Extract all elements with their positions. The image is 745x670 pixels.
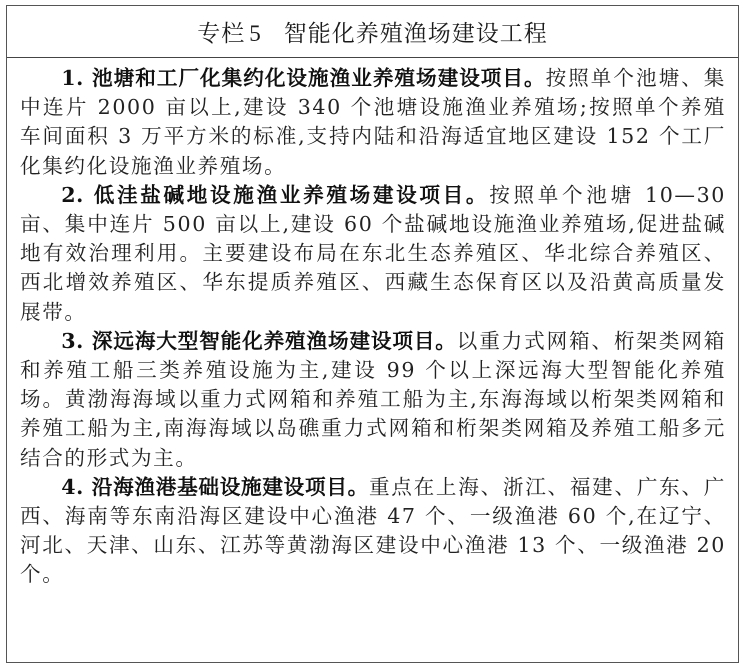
project-item-text: 重点在上海、浙江、福建、广东、广西、海南等东南沿海区建设中心渔港 47 个、一级渔港 60 个,在辽宁、河北、天津、山东、江苏等黄渤海区建设中心渔港 13 个、一级渔港 20 个。 bbox=[20, 474, 726, 587]
column-title-number: 5 bbox=[249, 21, 262, 46]
special-column-box bbox=[6, 5, 739, 663]
project-item-heading: 1. 池塘和工厂化集约化设施渔业养殖场建设项目。 bbox=[61, 66, 546, 90]
column-body bbox=[7, 58, 738, 590]
project-item-text: 以重力式网箱、桁架类网箱和养殖工船三类养殖设施为主,建设 99 个以上深远海大型智能化养殖场。黄渤海海域以重力式网箱和养殖工船为主,东海海域以桁架类网箱和养殖工船为主,南海海域以岛礁重力式网箱和桁架类网箱及养殖工船多元结合的形式为主。 bbox=[20, 328, 727, 470]
project-item-heading: 3. 深远海大型智能化养殖渔场建设项目。 bbox=[61, 328, 457, 353]
project-item-4 bbox=[20, 473, 726, 590]
project-item-3 bbox=[20, 327, 726, 473]
project-item-heading: 4. 沿海渔港基础设施建设项目。 bbox=[61, 474, 369, 499]
project-item-text: 按照单个池塘 10—30 亩、集中连片 500 亩以上,建设 60 个盐碱地设施渔业养殖场,促进盐碱地有效治理利用。主要建设布局在东北生态养殖区、华北综合养殖区、西北增效养殖区、华东提质养殖区、西藏生态保育区以及沿黄高质量发展带。 bbox=[20, 182, 727, 324]
column-title-text: 智能化养殖渔场建设工程 bbox=[283, 21, 548, 47]
project-item-1 bbox=[20, 64, 726, 181]
column-title bbox=[197, 15, 548, 48]
column-title-prefix: 专栏 bbox=[197, 21, 246, 47]
project-item-2 bbox=[20, 181, 726, 327]
column-header bbox=[7, 6, 738, 58]
project-item-text: 按照单个池塘、集中连片 2000 亩以上,建设 340 个池塘设施渔业养殖场;按照单个养殖车间面积 3 万平方米的标准,支持内陆和沿海适宜地区建设 152 个工厂化集约化设施渔业养殖场。 bbox=[20, 66, 726, 178]
project-item-heading: 2. 低洼盐碱地设施渔业养殖场建设项目。 bbox=[61, 182, 490, 207]
